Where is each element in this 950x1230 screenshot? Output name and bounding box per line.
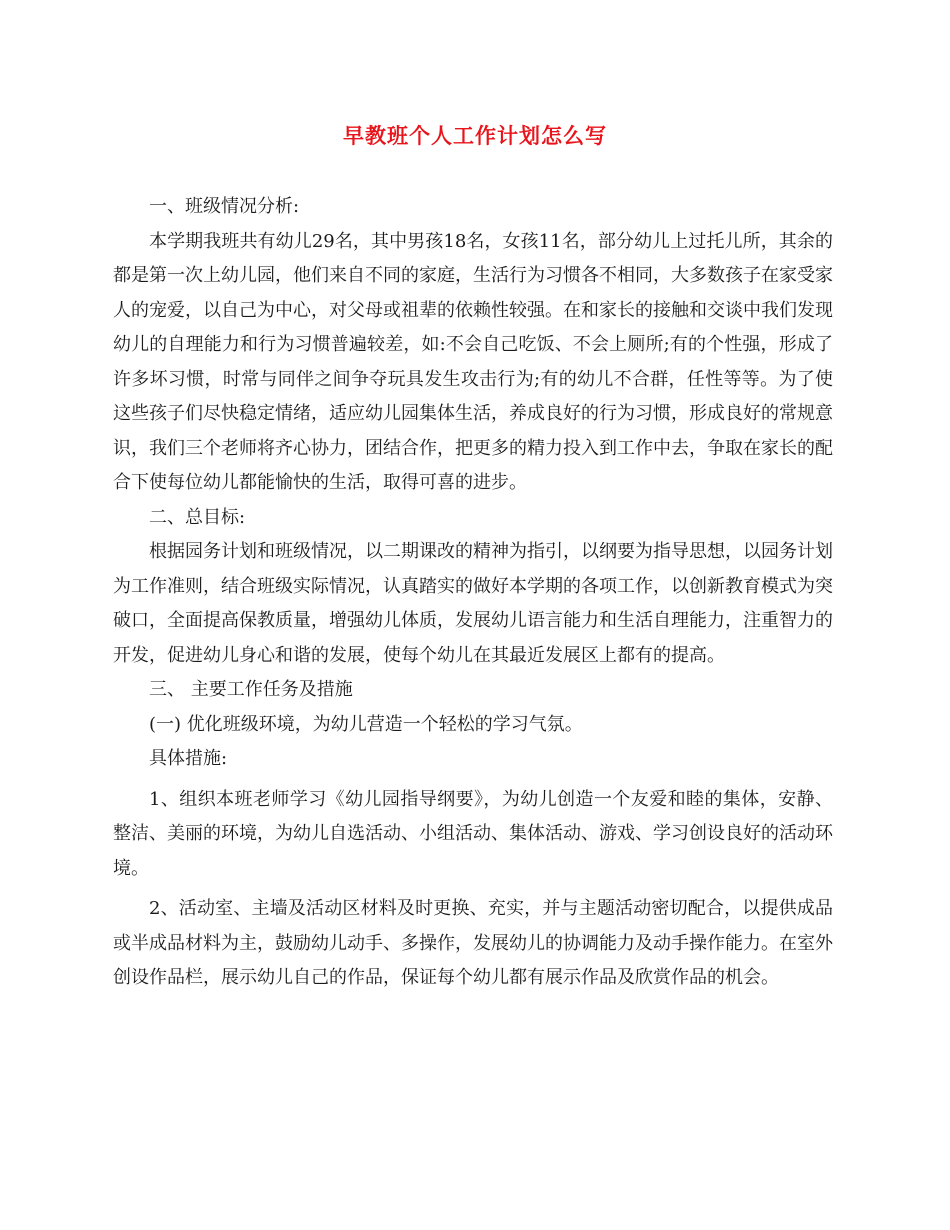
section-heading-main-tasks: 三、 主要工作任务及措施	[149, 679, 353, 700]
document-body	[113, 190, 833, 996]
measures-label: 具体措施:	[149, 748, 228, 769]
section-heading-class-analysis: 一、班级情况分析:	[149, 196, 300, 217]
paragraph-class-analysis: 本学期我班共有幼儿29名，其中男孩18名，女孩11名，部分幼儿上过托儿所，其余的都是第一次上幼儿园，他们来自不同的家庭，生活行为习惯各不相同，大多数孩子在家受家人的宠爱，以自己为中心，对父母或祖辈的依赖性较强。在和家长的接触和交谈中我们发现幼儿的自理能力和行为习惯普遍较差，如:不会自己吃饭、不会上厕所;有的个性强，形成了许多坏习惯，时常与同伴之间争夺玩具发生攻击行为;有的幼儿不合群，任性等等。为了使这些孩子们尽快稳定情绪，适应幼儿园集体生活，养成良好的行为习惯，形成良好的常规意识，我们三个老师将齐心协力，团结合作，把更多的精力投入到工作中去，争取在家长的配合下使每位幼儿都能愉快的生活，取得可喜的进步。	[113, 230, 833, 493]
subsection-heading-environment: (一) 优化班级环境，为幼儿营造一个轻松的学习气氛。	[149, 713, 583, 735]
measure-item-2: 2、活动室、主墙及活动区材料及时更换、充实，并与主题活动密切配合，以提供成品或半成品材料为主，鼓励幼儿动手、多操作，发展幼儿的协调能力及动手操作能力。在室外创设作品栏，展示幼儿自己的作品，保证每个幼儿都有展示作品及欣赏作品的机会。	[113, 898, 833, 988]
document-title: 早教班个人工作计划怎么写	[343, 123, 607, 148]
paragraph-overall-goal: 根据园务计划和班级情况，以二期课改的精神为指引，以纲要为指导思想，以园务计划为工作准则，结合班级实际情况，认真踏实的做好本学期的各项工作，以创新教育模式为突破口，全面提高保教质量，增强幼儿体质，发展幼儿语言能力和生活自理能力，注重智力的开发，促进幼儿身心和谐的发展，使每个幼儿在其最近发展区上都有的提高。	[113, 541, 833, 666]
measure-item-1: 1、组织本班老师学习《幼儿园指导纲要》，为幼儿创造一个友爱和睦的集体，安静、整洁、美丽的环境，为幼儿自选活动、小组活动、集体活动、游戏、学习创设良好的活动环境。	[113, 788, 833, 879]
section-heading-overall-goal: 二、总目标:	[149, 506, 246, 528]
